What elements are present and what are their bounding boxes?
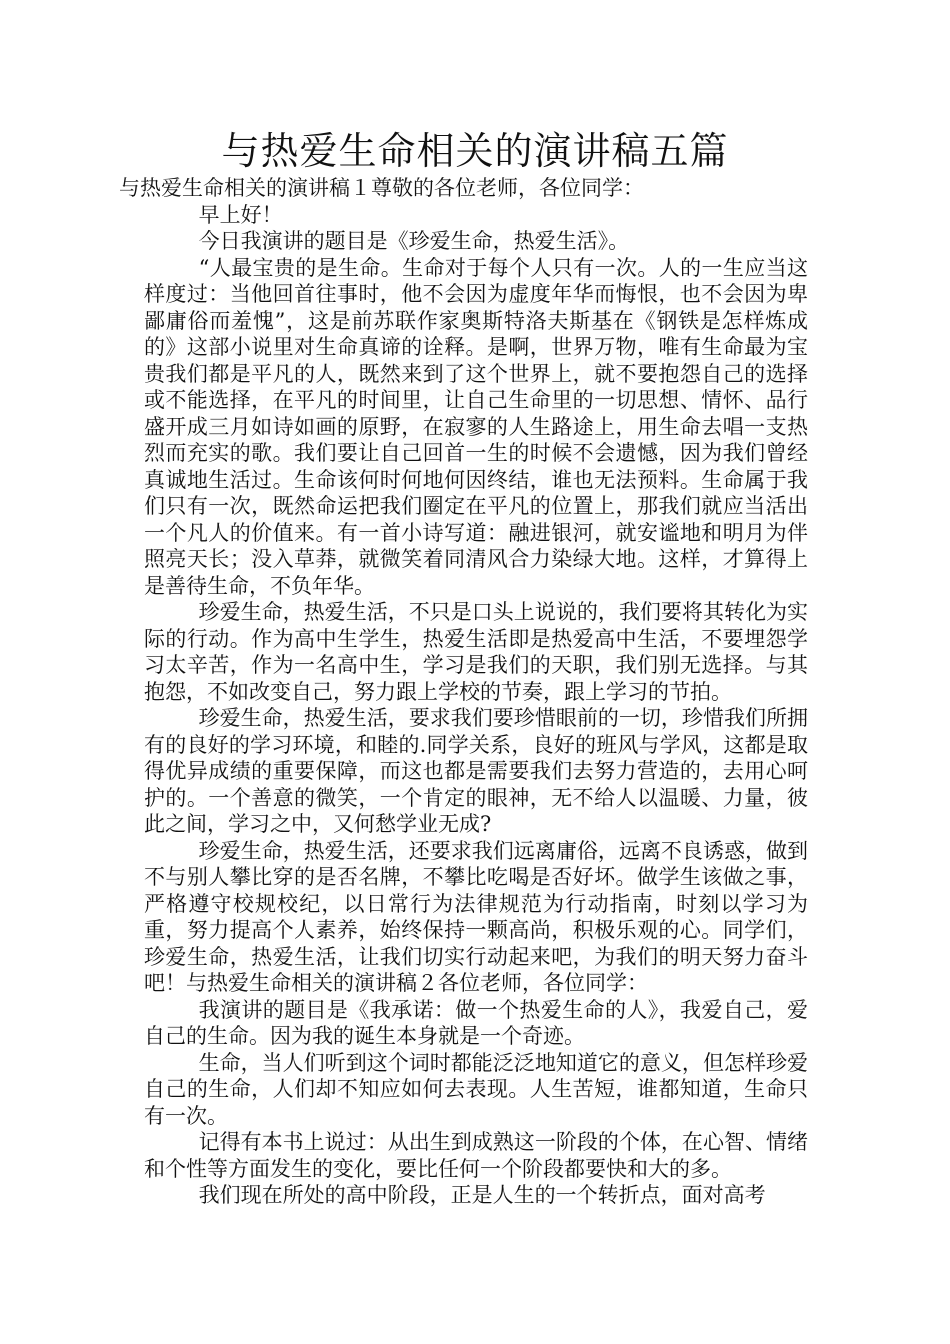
paragraph-1: 与热爱生命相关的演讲稿１尊敬的各位老师，各位同学： xyxy=(119,176,644,200)
paragraph-10: 记得有本书上说过：从出生到成熟这一阶段的个体，在心智、情绪和个性等方面发生的变化，要比任何一个阶段都要快和大的多。 xyxy=(144,1130,808,1181)
paragraph-9: 生命，当人们听到这个词时都能泛泛地知道它的意义，但怎样珍爱自己的生命，人们却不知应如何去表现。人生苦短，谁都知道，生命只有一次。 xyxy=(144,1050,808,1128)
paragraph-3: 今日我演讲的题目是《珍爱生命，热爱生活》。 xyxy=(198,229,630,253)
paragraph-6: 珍爱生命，热爱生活，要求我们要珍惜眼前的一切，珍惜我们所拥有的良好的学习环境，和睦的.同学关系，良好的班风与学风，这都是取得优异成绩的重要保障，而这也都是需要我们去努力营造的，去用心呵护的。一个善意的微笑，一个肯定的眼神，无不给人以温暖、力量，彼此之间，学习之中，又何愁学业无成? xyxy=(144,706,808,836)
paragraph-4: “人最宝贵的是生命。生命对于每个人只有一次。人的一生应当这样度过：当他回首往事时，他不会因为虚度年华而悔恨，也不会因为卑鄙庸俗而羞愧”，这是前苏联作家奥斯特洛夫斯基在《钢铁是怎样炼成的》这部小说里对生命真谛的诠释。是啊，世界万物，唯有生命最为宝贵我们都是平凡的人，既然来到了这个世界上，就不要抱怨自己的选择或不能选择，在平凡的时间里，让自己生命里的一切思想、情怀、品行盛开成三月如诗如画的原野，在寂寥的人生路途上，用生命去唱一支热烈而充实的歌。我们要让自己回首一生的时候不会遗憾，因为我们曾经真诚地生活过。生命该何时何地何因终结，谁也无法预料。生命属于我们只有一次，既然命运把我们圈定在平凡的位置上，那我们就应当活出一个凡人的价值来。有一首小诗写道：融进银河，就安谧地和明月为伴照亮天长；没入草莽，就微笑着同清风合力染绿大地。这样，才算得上是善待生命，不负年华。 xyxy=(144,255,808,598)
paragraph-7: 珍爱生命，热爱生活，还要求我们远离庸俗，远离不良诱惑，做到不与别人攀比穿的是否名牌，不攀比吃喝是否好坏。做学生该做之事，严格遵守校规校纪，以日常行为法律规范为行动指南，时刻以学习为重，努力提高个人素养，始终保持一颗高尚，积极乐观的心。同学们，珍爱生命，热爱生活，让我们切实行动起来吧，为我们的明天努力奋斗吧！与热爱生命相关的演讲稿２各位老师，各位同学： xyxy=(144,838,808,995)
paragraph-5: 珍爱生命，热爱生活，不只是口头上说说的，我们要将其转化为实际的行动。作为高中生学生，热爱生活即是热爱高中生活，不要埋怨学习太辛苦，作为一名高中生，学习是我们的天职，我们别无选择。与其抱怨，不如改变自己，努力跟上学校的节奏，跟上学习的节拍。 xyxy=(144,600,808,704)
paragraph-8: 我演讲的题目是《我承诺：做一个热爱生命的人》，我爱自己，爱自己的生命。因为我的诞生本身就是一个奇迹。 xyxy=(144,997,808,1048)
paragraph-11: 我们现在所处的高中阶段，正是人生的一个转折点，面对高考 xyxy=(198,1183,766,1207)
document-body xyxy=(119,175,808,1209)
paragraph-2: 早上好！ xyxy=(198,202,283,227)
document-title: 与热爱生命相关的演讲稿五篇 xyxy=(221,129,729,173)
